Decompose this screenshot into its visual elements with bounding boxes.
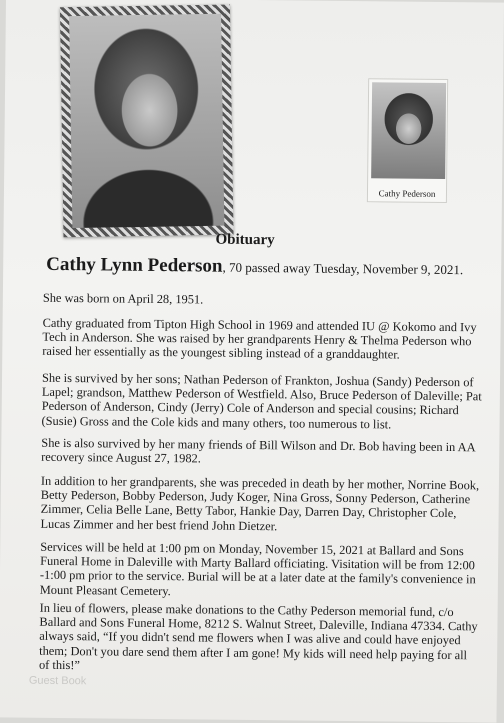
portrait-image: [69, 14, 224, 228]
death-notice: , 70 passed away Tuesday, November 9, 2021.: [222, 259, 464, 278]
paragraph-donations: In lieu of flowers, please make donations to the Cathy Pederson memorial fund, c/o Ballard and Sons Funeral Home, 8212 S. Walnut Street, Daleville, Indiana 47334. Cathy always said, “If you didn't send me flowers when I was alive and could have enjoyed them; Don't you dare send them after I am gone! My kids will need help paying for all of this!”: [38, 600, 478, 673]
deceased-name: Cathy Lynn Pederson: [46, 253, 223, 277]
portrait-photo-small: [367, 78, 448, 203]
show-through-text: Guest Book: [28, 674, 87, 688]
photo-caption: Cathy Pederson: [378, 188, 436, 199]
paragraph-survivors: She is survived by her sons; Nathan Pederson of Frankton, Joshua (Sandy) Pederson of Lapel; grandson, Matthew Pederson of Westfield. Also, Bruce Pederson of Daleville; Pat Pederson of Anderson, Cindy (Jerry) Cole of Anderson and special cousins; Richard (Susie) Gross and the Cole kids and many others, too numerous to list.: [41, 370, 482, 432]
obituary-heading: Obituary: [215, 231, 275, 249]
paragraph-birth: She was born on April 28, 1951.: [42, 290, 204, 307]
name-line: [46, 254, 486, 281]
paragraph-friends: She is also survived by her many friends of Bill Wilson and Dr. Bob having been in AA recovery since August 27, 1982.: [41, 435, 475, 466]
paragraph-preceded: In addition to her grandparents, she was preceded in death by her mother, Norrine Book, Betty Pederson, Bobby Pederson, Judy Koger, Nina Gross, Sonny Pederson, Catherine Zimmer, Celia Belle Lane, Betty Tabor, Hankie Day, Darren Day, Christopher Cole, Lucas Zimmer and her best friend John Dietzer.: [40, 473, 480, 533]
portrait-image-small: [371, 82, 446, 179]
paragraph-education: Cathy graduated from Tipton High School in 1969 and attended IU @ Kokomo and Ivy Tech in Anderson. She was raised by her grandparents Henry & Thelma Pederson who raised her essentially as the youngest sibling instead of a granddaughter.: [42, 315, 477, 362]
paragraph-services: Services will be held at 1:00 pm on Monday, November 15, 2021 at Ballard and Sons Funeral Home in Daleville with Marty Ballard officiating. Visitation will be from 12:00 -1:00 pm prior to the service. Burial will be at a later date at the family's convenience in Mount Pleasant Cemetery.: [39, 539, 476, 598]
portrait-photo-large: [60, 5, 234, 238]
